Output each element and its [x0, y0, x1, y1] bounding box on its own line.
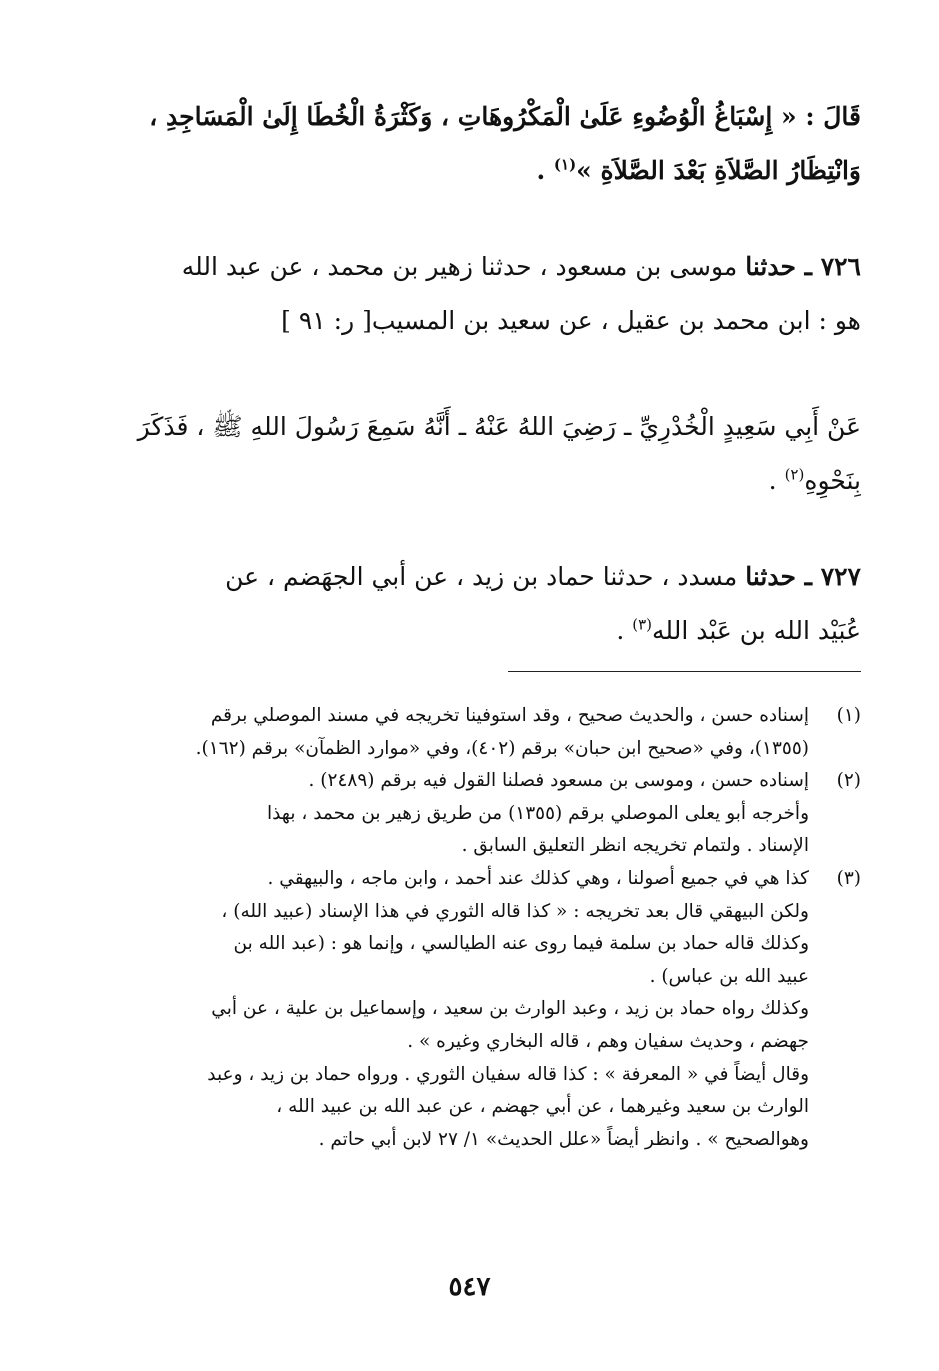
footnote-line: إسناده حسن ، وموسى بن مسعود فصلنا القول فيه برقم (٢٤٨٩) . — [308, 770, 809, 792]
text-line — [76, 294, 861, 348]
footnote-ref-2: (٢) — [784, 465, 805, 484]
footnote-2 — [76, 765, 861, 863]
footnote-number: (٣) — [836, 867, 861, 889]
footnote-line: جهضم ، وحديث سفيان وهم ، قاله البخاري وغيره » . — [407, 1030, 809, 1052]
footnote-1 — [76, 700, 861, 765]
footnote-line: (١٣٥٥)، وفي «صحيح ابن حبان» برقم (٤٠٢)، وفي «موارد الظمآن» برقم (١٦٢). — [195, 737, 809, 759]
footnote-line: وقال أيضاً في « المعرفة » : كذا قاله سفيان الثوري . ورواه حماد بن زيد ، وعبد — [207, 1063, 809, 1085]
text-line — [76, 144, 861, 198]
text-span: هو : ابن محمد بن عقيل ، عن سعيد بن المسيب[ ر: ٩١ ] — [281, 306, 861, 335]
footnote-body — [76, 863, 809, 1156]
footnote-line: وأخرجه أبو يعلى الموصلي برقم (١٣٥٥) من طريق زهير بن محمد ، بهذا — [266, 802, 809, 824]
footnote-body — [76, 700, 809, 765]
footnote-number: (٢) — [836, 770, 861, 792]
text-span: وَانْتِظَارُ الصَّلاَةِ بَعْدَ الصَّلاَةِ » — [576, 156, 861, 185]
footnote-body — [76, 765, 809, 863]
hadith-725-text — [76, 90, 861, 198]
hadith-number: ٧٢٦ ـ حدثنا — [745, 252, 861, 281]
footnotes — [76, 700, 861, 1156]
text-span: عَنْ أَبِي سَعِيدٍ الْخُدْرِيِّ ـ رَضِيَ اللهُ عَنْهُ ـ أَنَّهُ سَمِعَ رَسُولَ اللهِ ﷺ ، فَذَكَرَ — [137, 412, 861, 441]
footnote-line: الإسناد . ولتمام تخريجه انظر التعليق السابق . — [461, 835, 809, 857]
hadith-727-isnad — [76, 550, 861, 658]
footnote-ref-3: (٣) — [632, 615, 653, 634]
footnote-number: (١) — [836, 705, 861, 726]
footnote-line: عبيد الله بن عباس) . — [649, 965, 809, 987]
hadith-726-isnad — [76, 240, 861, 348]
text-span: . — [616, 616, 633, 645]
hadith-number: ٧٢٧ ـ حدثنا — [745, 562, 861, 591]
text-line — [76, 240, 861, 294]
page-number: ٥٤٧ — [448, 1272, 491, 1302]
footnote-line: وكذلك رواه حماد بن زيد ، وعبد الوارث بن سعيد ، وإسماعيل بن علية ، عن أبي — [211, 998, 809, 1020]
footnote-ref-1: (١) — [553, 155, 577, 174]
text-span: قَالَ : « إِسْبَاغُ الْوُضُوءِ عَلَىٰ الْمَكْرُوهَاتِ ، وَكَثْرَةُ الْخُطَا إِلَىٰ الْمَسَاجِدِ ، — [149, 102, 861, 131]
text-span: عُبَيْد الله بن عَبْد الله — [652, 616, 861, 645]
footnote-divider — [508, 671, 861, 672]
footnote-3 — [76, 863, 861, 1156]
text-line — [76, 604, 861, 658]
text-span: مسدد ، حدثنا حماد بن زيد ، عن أبي الجهَضم ، عن — [225, 562, 746, 591]
text-span: . — [768, 466, 785, 495]
text-span: . — [536, 156, 554, 185]
footnote-line: وكذلك قاله حماد بن سلمة فيما روى عنه الطيالسي ، وإنما هو : (عبد الله بن — [233, 933, 809, 955]
footnote-line: الوارث بن سعيد وغيرهما ، عن أبي جهضم ، عن عبد الله بن عبيد الله ، — [276, 1096, 809, 1118]
text-line — [76, 550, 861, 604]
text-span: بِنَحْوِهِ — [804, 466, 861, 495]
footnote-line: إسناده حسن ، والحديث صحيح ، وقد استوفينا تخريجه في مسند الموصلي برقم — [210, 705, 809, 726]
text-line — [76, 454, 861, 508]
text-line — [76, 400, 861, 454]
text-line — [76, 90, 861, 144]
hadith-726-text — [76, 400, 861, 508]
footnote-line: وهوالصحيح » . وانظر أيضاً «علل الحديث» ١/ ٢٧ لابن أبي حاتم . — [318, 1128, 809, 1150]
footnote-line: كذا هي في جميع أصولنا ، وهي كذلك عند أحمد ، وابن ماجه ، والبيهقي . — [267, 867, 809, 889]
text-span: موسى بن مسعود ، حدثنا زهير بن محمد ، عن عبد الله — [181, 252, 746, 281]
footnote-line: ولكن البيهقي قال بعد تخريجه : « كذا قاله الثوري في هذا الإسناد (عبيد الله) ، — [221, 900, 809, 922]
